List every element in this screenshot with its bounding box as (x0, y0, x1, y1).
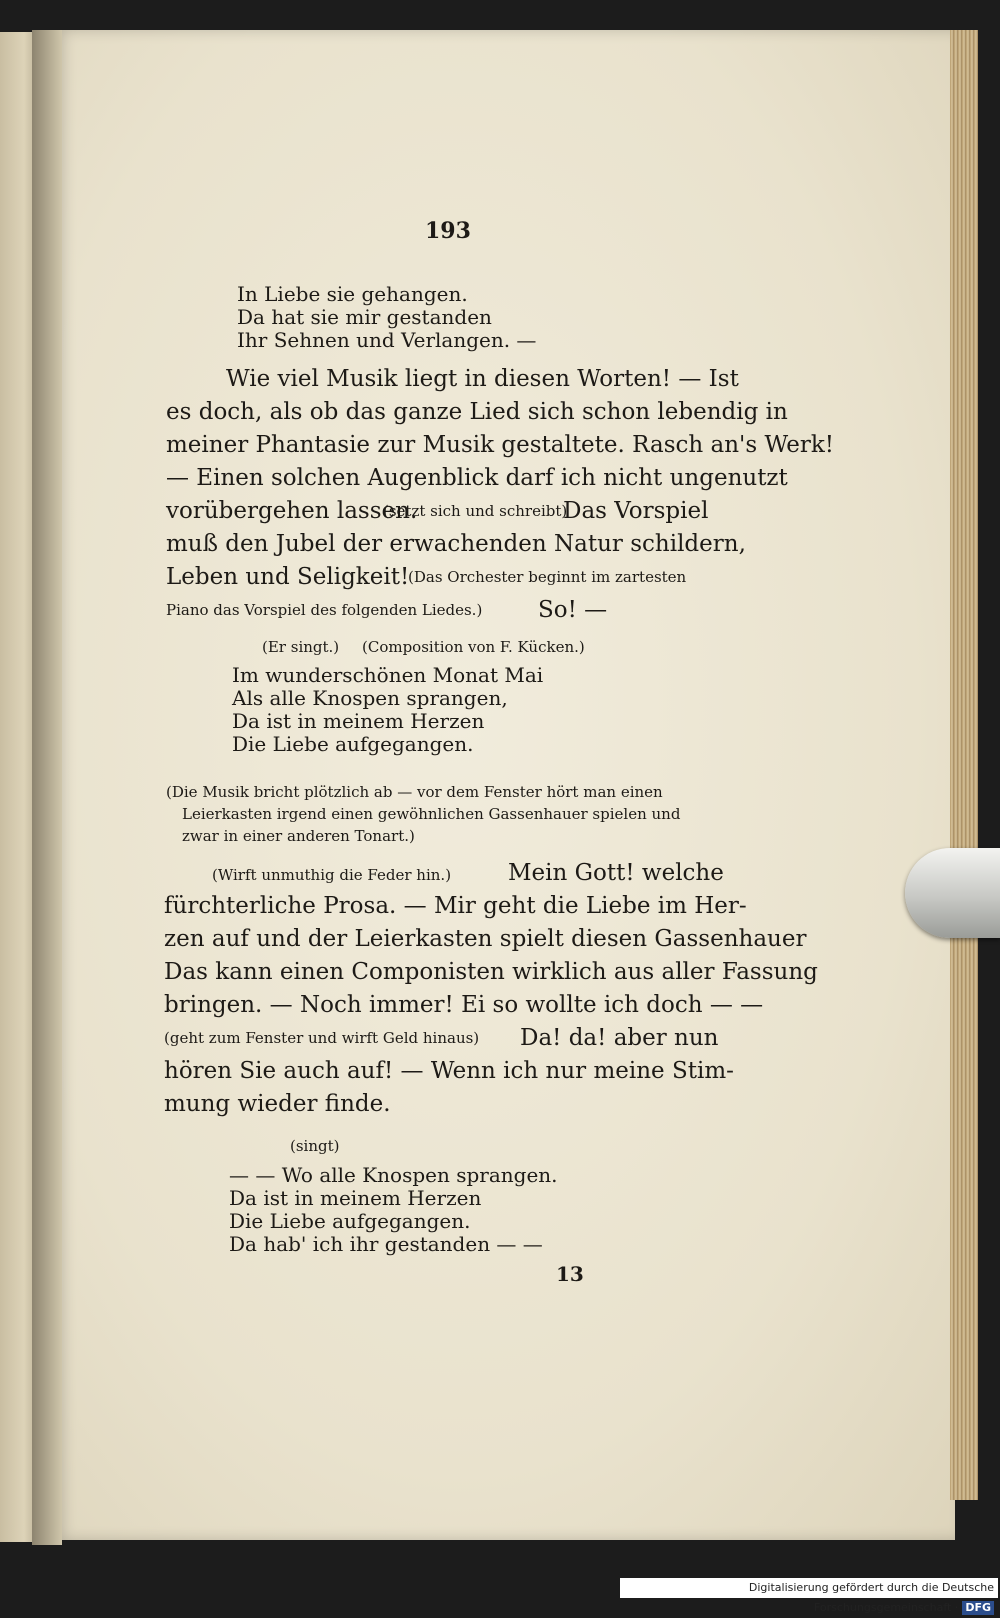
stage-direction-line: (Die Musik bricht plötzlich ab — vor dem Fenster hört man einen (166, 783, 663, 801)
verse-line: Die Liebe aufgegangen. (232, 732, 474, 756)
stage-direction-inline: (setzt sich und schreibt) (383, 502, 568, 520)
stage-direction-inline: (Wirft unmuthig die Feder hin.) (212, 866, 452, 884)
page-holder-clip (905, 848, 1000, 938)
prose-line: Wie viel Musik liegt in diesen Worten! — Ist (226, 366, 739, 392)
dfg-logo: DFG (962, 1601, 994, 1615)
verse-line: Die Liebe aufgegangen. (229, 1209, 471, 1233)
sings-direction: (singt) (290, 1137, 340, 1155)
prose-line: bringen. — Noch immer! Ei so wollte ich doch — — (164, 992, 764, 1018)
stage-direction-inline: Piano das Vorspiel des folgenden Liedes.) (166, 601, 483, 619)
verse-line: Da ist in meinem Herzen (232, 709, 485, 733)
prose-line: meiner Phantasie zur Musik gestaltete. Rasch an's Werk! (166, 432, 835, 458)
stage-direction-line: Leierkasten irgend einen gewöhnlichen Gassenhauer spielen und (182, 805, 681, 823)
stage-direction-line: zwar in einer anderen Tonart.) (182, 827, 415, 845)
stage-direction-inline: (geht zum Fenster und wirft Geld hinaus) (164, 1029, 480, 1047)
verse-line: Ihr Sehnen und Verlangen. — (237, 328, 537, 352)
book-gutter (32, 30, 62, 1545)
verse-line: Im wunderschönen Monat Mai (232, 663, 544, 687)
composition-note: (Composition von F. Kücken.) (362, 638, 585, 656)
prose-line: es doch, als ob das ganze Lied sich schon lebendig in (166, 399, 788, 425)
verse-line: Da ist in meinem Herzen (229, 1186, 482, 1210)
sings-direction: (Er singt.) (262, 638, 340, 656)
prose-line: Da! da! aber nun (520, 1025, 719, 1051)
stage-direction-inline: (Das Orchester beginnt im zartesten (408, 568, 687, 586)
page-stack-edge (950, 30, 978, 1500)
verse-line: Als alle Knospen sprangen, (232, 686, 508, 710)
verse-line: Da hab' ich ihr gestanden — — (229, 1232, 543, 1256)
page-number: 193 (425, 218, 471, 244)
prose-line: So! — (538, 597, 608, 623)
prose-line: muß den Jubel der erwachenden Natur schildern, (166, 531, 746, 557)
prose-line: Das Vorspiel (563, 498, 709, 524)
prose-line: Mein Gott! welche (508, 860, 724, 886)
prose-line: Leben und Seligkeit! (166, 564, 410, 590)
footer-text: Digitalisierung gefördert durch die Deutsche Forschungsgemeinschaft · (748, 1581, 994, 1614)
prose-line: zen auf und der Leierkasten spielt diesen Gassenhauer (164, 926, 807, 952)
prose-line: Das kann einen Componisten wirklich aus aller Fassung (164, 959, 818, 985)
prose-line: — Einen solchen Augenblick darf ich nicht ungenutzt (166, 465, 788, 491)
prose-line: fürchterliche Prosa. — Mir geht die Liebe im Her- (164, 893, 747, 919)
verse-line: In Liebe sie gehangen. (237, 282, 468, 306)
prose-line: vorübergehen lassen. (166, 498, 418, 524)
prose-line: hören Sie auch auf! — Wenn ich nur meine Stim- (164, 1058, 734, 1084)
verse-line: Da hat sie mir gestanden (237, 305, 492, 329)
prose-line: mung wieder finde. (164, 1091, 391, 1117)
verse-line: — — Wo alle Knospen sprangen. (229, 1163, 558, 1187)
signature-mark: 13 (556, 1262, 584, 1286)
digitization-footer (620, 1578, 998, 1614)
